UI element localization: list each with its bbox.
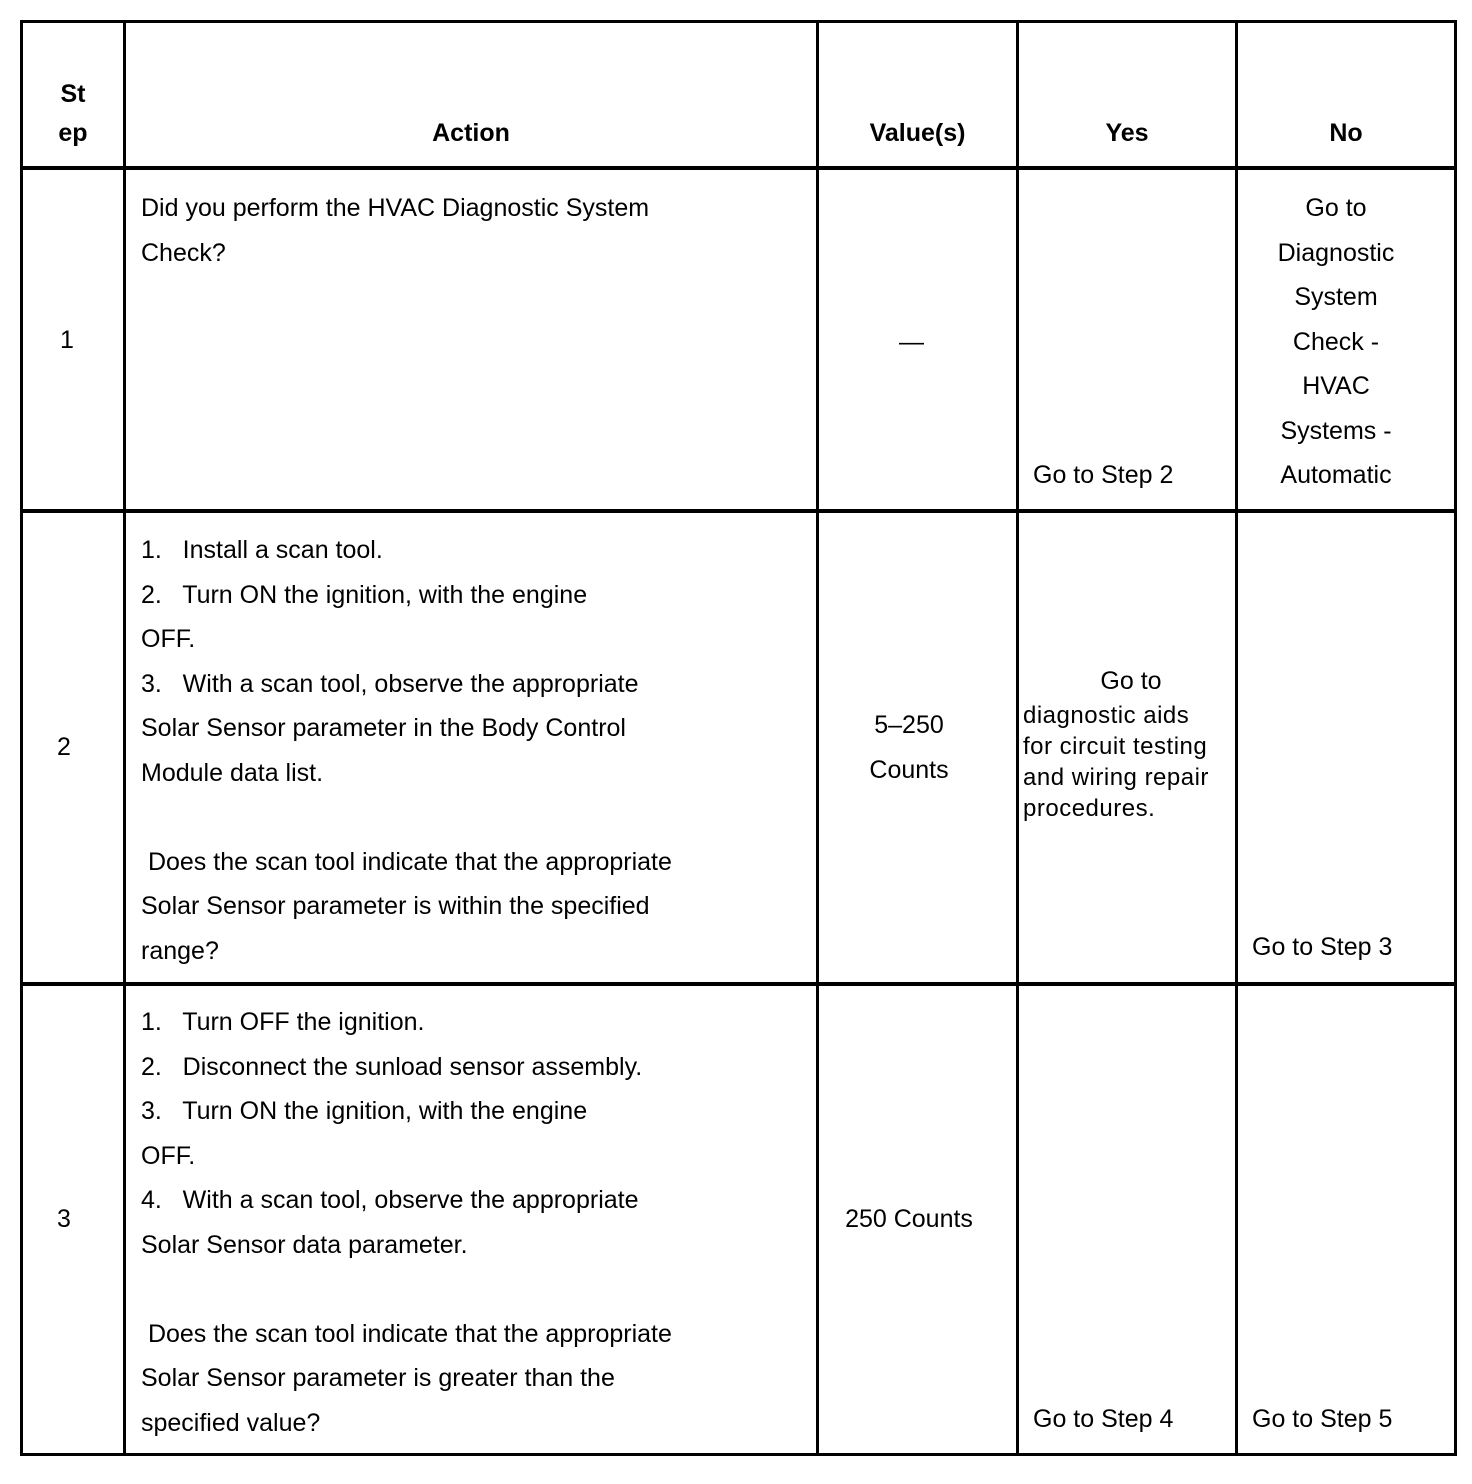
no-action: Go to Step 3: [1252, 933, 1393, 961]
value-line: 5–250: [874, 711, 944, 739]
yes-detail-line: diagnostic aids: [1023, 701, 1190, 729]
yes-detail-line: procedures.: [1023, 794, 1156, 822]
header-step: [23, 75, 123, 153]
column-divider: [1016, 23, 1019, 1453]
action-line: 1. Turn OFF the ignition.: [141, 1008, 425, 1036]
header-values: Value(s): [869, 119, 966, 147]
action-line: specified value?: [141, 1408, 321, 1437]
action-line: Solar Sensor parameter is within the specified: [141, 892, 650, 920]
no-line: Automatic: [1280, 461, 1392, 489]
action-line: Solar Sensor data parameter.: [141, 1230, 468, 1259]
header-action: Action: [432, 119, 510, 147]
yes-action: [1023, 659, 1233, 824]
no-line: HVAC: [1302, 372, 1370, 400]
action-line: 2. Disconnect the sunload sensor assembly.: [141, 1052, 643, 1081]
action-line: Check?: [141, 238, 226, 267]
yes-detail-line: and wiring repair: [1023, 763, 1209, 791]
value-text: 250 Counts: [845, 1205, 973, 1233]
action-line: Did you perform the HVAC Diagnostic System: [141, 194, 650, 222]
action-text: [141, 186, 811, 275]
yes-detail: [1023, 700, 1233, 824]
action-line: 3. With a scan tool, observe the appropriate: [141, 669, 639, 698]
yes-action: Go to Step 4: [1033, 1405, 1174, 1433]
no-line: System: [1294, 283, 1378, 311]
value-line: Counts: [869, 755, 949, 784]
header-step-line1: St: [60, 80, 86, 108]
row-divider: [23, 166, 1454, 170]
action-line: 3. Turn ON the ignition, with the engine: [141, 1097, 588, 1125]
action-line: [141, 795, 811, 840]
action-line: OFF.: [141, 1141, 196, 1170]
action-line: 4. With a scan tool, observe the appropriate: [141, 1186, 639, 1214]
no-line: Go to: [1305, 194, 1367, 222]
yes-action: Go to Step 2: [1033, 461, 1174, 489]
step-number: 2: [57, 733, 71, 761]
action-line: 1. Install a scan tool.: [141, 536, 383, 564]
action-line: Does the scan tool indicate that the appropriate: [141, 1319, 672, 1348]
action-line: 2. Turn ON the ignition, with the engine: [141, 580, 588, 609]
action-text: [141, 1000, 811, 1445]
action-line: OFF.: [141, 625, 196, 653]
action-line: Solar Sensor parameter is greater than the: [141, 1364, 615, 1392]
step-number: 3: [57, 1205, 71, 1233]
header-no: No: [1329, 119, 1363, 147]
value-text: [819, 703, 999, 792]
header-step-line2: ep: [58, 119, 88, 147]
value-text: —: [899, 328, 924, 356]
row-divider: [23, 982, 1454, 986]
diagnostic-table: [20, 20, 1457, 1456]
header-yes: Yes: [1105, 119, 1149, 147]
no-line: Check -: [1292, 327, 1380, 356]
action-text: [141, 528, 811, 973]
column-divider: [123, 23, 126, 1453]
yes-title: Go to: [1100, 667, 1162, 695]
action-line: range?: [141, 936, 219, 965]
step-number: 1: [60, 326, 74, 354]
action-line: Does the scan tool indicate that the appropriate: [141, 847, 672, 876]
yes-detail-line: for circuit testing: [1023, 732, 1208, 760]
action-line: Solar Sensor parameter in the Body Control: [141, 714, 626, 742]
row-divider: [23, 509, 1454, 513]
no-action: [1238, 186, 1434, 498]
action-line: Module data list.: [141, 758, 324, 787]
no-line: Diagnostic: [1277, 238, 1395, 267]
action-line: [141, 1267, 811, 1312]
no-line: Systems -: [1280, 416, 1392, 445]
no-action: Go to Step 5: [1252, 1405, 1393, 1433]
